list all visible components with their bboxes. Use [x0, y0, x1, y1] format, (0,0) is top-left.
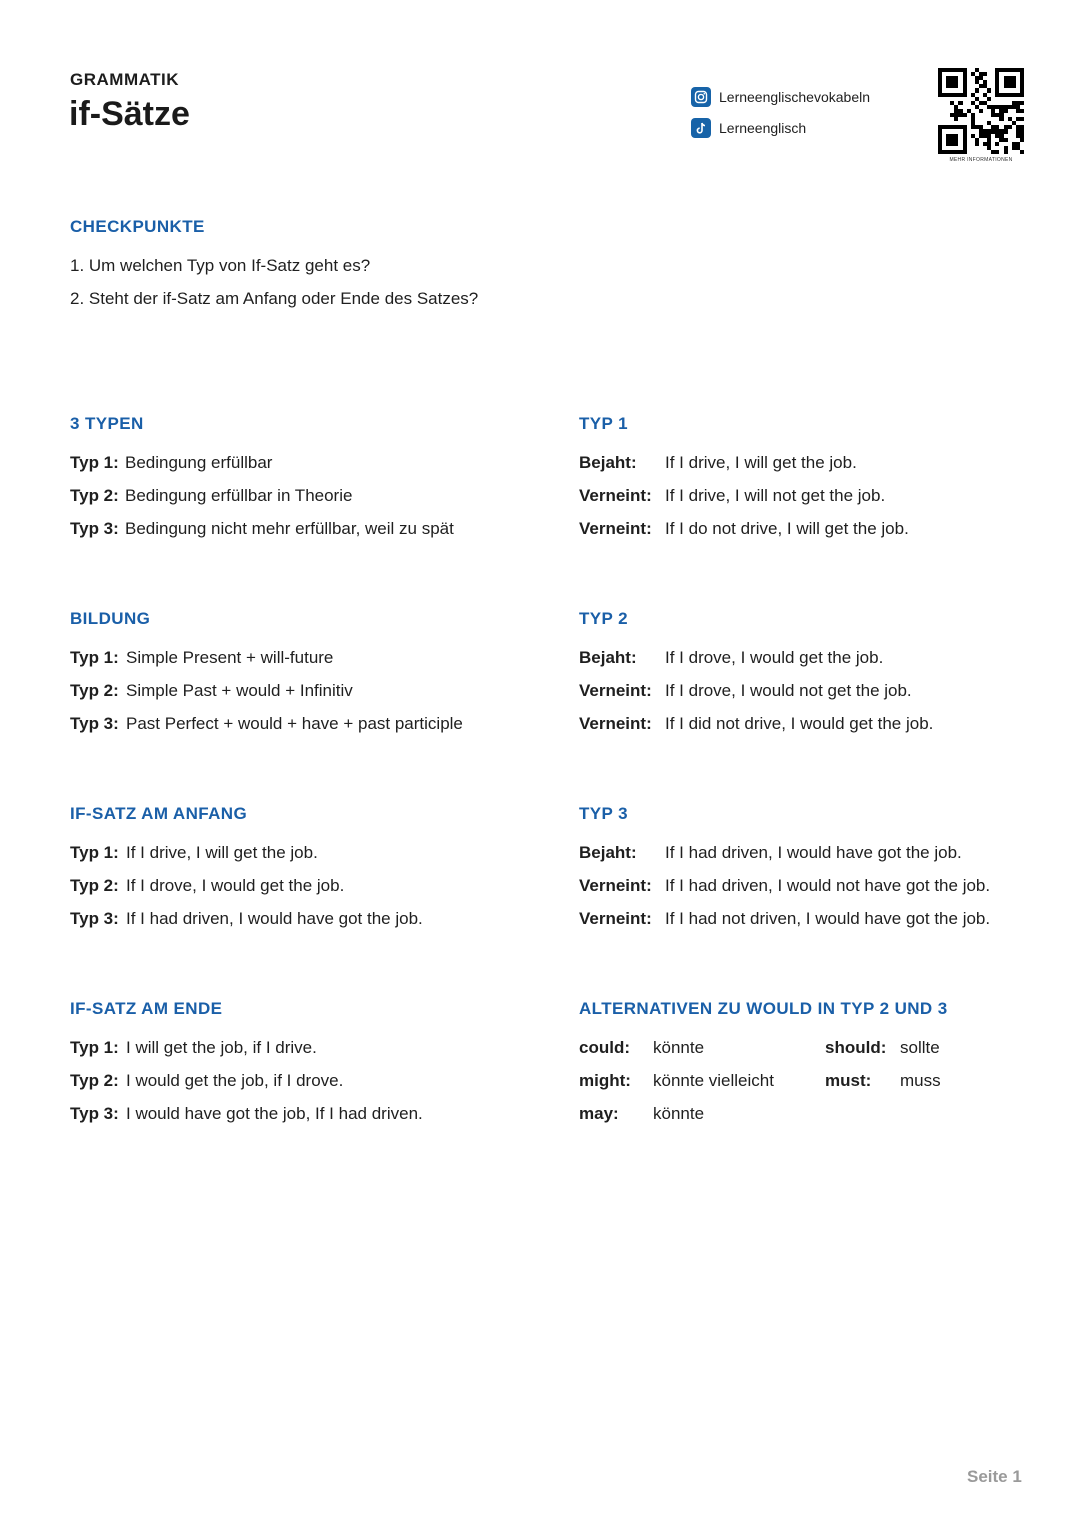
row-label: Typ 2:: [70, 1071, 119, 1090]
translation: sollte: [900, 1038, 940, 1057]
row-text: Bedingung erfüllbar: [125, 453, 273, 472]
row-text: If I do not drive, I will get the job.: [665, 519, 909, 538]
row-label: Typ 1:: [70, 453, 119, 472]
translation: könnte: [653, 1038, 705, 1057]
anfang-heading: IF-SATZ AM ANFANG: [70, 804, 248, 823]
ende-row: [70, 1064, 343, 1097]
modal-verb: could:: [579, 1038, 630, 1057]
row-label: Verneint:: [579, 519, 652, 538]
modal-verb: may:: [579, 1104, 619, 1123]
section-label: GRAMMATIK: [70, 70, 179, 89]
row-text: I will get the job, if I drive.: [126, 1038, 317, 1057]
typen-heading: 3 TYPEN: [70, 414, 144, 433]
row-label: Typ 1:: [70, 843, 119, 862]
ende-heading: IF-SATZ AM ENDE: [70, 999, 223, 1018]
typ3-row: [579, 902, 990, 935]
row-text: If I drove, I would get the job.: [665, 648, 884, 667]
bildung-row: [70, 641, 333, 674]
row-text: If I had driven, I would have got the job.: [126, 909, 423, 928]
typ3-row: [579, 869, 990, 902]
bildung-row: [70, 707, 463, 740]
row-label: Typ 3:: [70, 714, 119, 733]
row-label: Verneint:: [579, 486, 652, 505]
row-label: Bejaht:: [579, 453, 637, 472]
row-text: If I had driven, I would have got the job.: [665, 843, 962, 862]
typen-row: [70, 446, 272, 479]
qr-code[interactable]: [938, 68, 1024, 154]
row-text: Past Perfect + would + have + past participle: [126, 714, 463, 733]
alternative-row: [825, 1031, 940, 1064]
row-text: Simple Past + would + Infinitiv: [126, 681, 353, 700]
typ2-heading: TYP 2: [579, 609, 628, 628]
row-label: Typ 1:: [70, 1038, 119, 1057]
ende-row: [70, 1031, 317, 1064]
checkpunkte-heading: CHECKPUNKTE: [70, 217, 205, 236]
translation: muss: [900, 1071, 941, 1090]
row-text: If I did not drive, I would get the job.: [665, 714, 934, 733]
checkpoint-item: 1. Um welchen Typ von If-Satz geht es?: [70, 256, 371, 275]
qr-caption: MEHR INFORMATIONEN: [949, 157, 1013, 163]
row-label: Verneint:: [579, 714, 652, 733]
tiktok-handle: Lerneenglisch: [719, 120, 807, 136]
page-number: Seite 1: [967, 1467, 1022, 1486]
alternative-row: [579, 1064, 774, 1097]
row-text: Bedingung erfüllbar in Theorie: [125, 486, 353, 505]
row-label: Verneint:: [579, 909, 652, 928]
typ1-heading: TYP 1: [579, 414, 628, 433]
social-instagram[interactable]: [691, 87, 870, 107]
row-text: If I drive, I will get the job.: [126, 843, 318, 862]
row-text: If I had not driven, I would have got the job.: [665, 909, 991, 928]
row-label: Verneint:: [579, 681, 652, 700]
row-label: Typ 1:: [70, 648, 119, 667]
typen-row: [70, 512, 454, 545]
row-label: Typ 3:: [70, 519, 119, 538]
row-label: Typ 2:: [70, 681, 119, 700]
typ3-row: [579, 836, 962, 869]
modal-verb: must:: [825, 1071, 872, 1090]
anfang-row: [70, 836, 318, 869]
typ2-row: [579, 707, 933, 740]
row-label: Typ 2:: [70, 876, 119, 895]
instagram-icon: [691, 87, 711, 107]
typ1-row: [579, 446, 857, 479]
anfang-row: [70, 869, 344, 902]
row-text: If I drive, I will not get the job.: [665, 486, 886, 505]
instagram-handle: Lerneenglischevokabeln: [719, 89, 870, 105]
alternative-row: [579, 1097, 704, 1130]
typ2-row: [579, 674, 912, 707]
row-text: If I drive, I will get the job.: [665, 453, 857, 472]
row-label: Bejaht:: [579, 843, 637, 862]
bildung-heading: BILDUNG: [70, 609, 151, 628]
typ1-row: [579, 479, 885, 512]
alternativen-heading: ALTERNATIVEN ZU WOULD IN TYP 2 UND 3: [579, 999, 948, 1018]
page-title: if-Sätze: [69, 95, 190, 133]
modal-verb: might:: [579, 1071, 631, 1090]
row-label: Typ 3:: [70, 1104, 119, 1123]
row-text: If I drove, I would get the job.: [126, 876, 345, 895]
alternative-row: [825, 1064, 941, 1097]
row-text: If I drove, I would not get the job.: [665, 681, 912, 700]
typ1-row: [579, 512, 909, 545]
row-label: Typ 2:: [70, 486, 119, 505]
typ2-row: [579, 641, 883, 674]
checkpoint-item: 2. Steht der if-Satz am Anfang oder Ende des Satzes?: [70, 289, 479, 308]
row-text: If I had driven, I would not have got the job.: [665, 876, 991, 895]
ende-row: [70, 1097, 423, 1130]
typ3-heading: TYP 3: [579, 804, 628, 823]
tiktok-icon: [691, 118, 711, 138]
translation: könnte vielleicht: [653, 1071, 774, 1090]
typen-row: [70, 479, 352, 512]
row-text: I would get the job, if I drove.: [126, 1071, 344, 1090]
row-label: Bejaht:: [579, 648, 637, 667]
row-label: Verneint:: [579, 876, 652, 895]
row-text: Bedingung nicht mehr erfüllbar, weil zu spät: [125, 519, 454, 538]
row-text: I would have got the job, If I had driven.: [126, 1104, 423, 1123]
anfang-row: [70, 902, 423, 935]
row-text: Simple Present + will-future: [126, 648, 334, 667]
bildung-row: [70, 674, 353, 707]
row-label: Typ 3:: [70, 909, 119, 928]
alternative-row: [579, 1031, 704, 1064]
modal-verb: should:: [825, 1038, 887, 1057]
translation: könnte: [653, 1104, 705, 1123]
social-tiktok[interactable]: [691, 118, 806, 138]
